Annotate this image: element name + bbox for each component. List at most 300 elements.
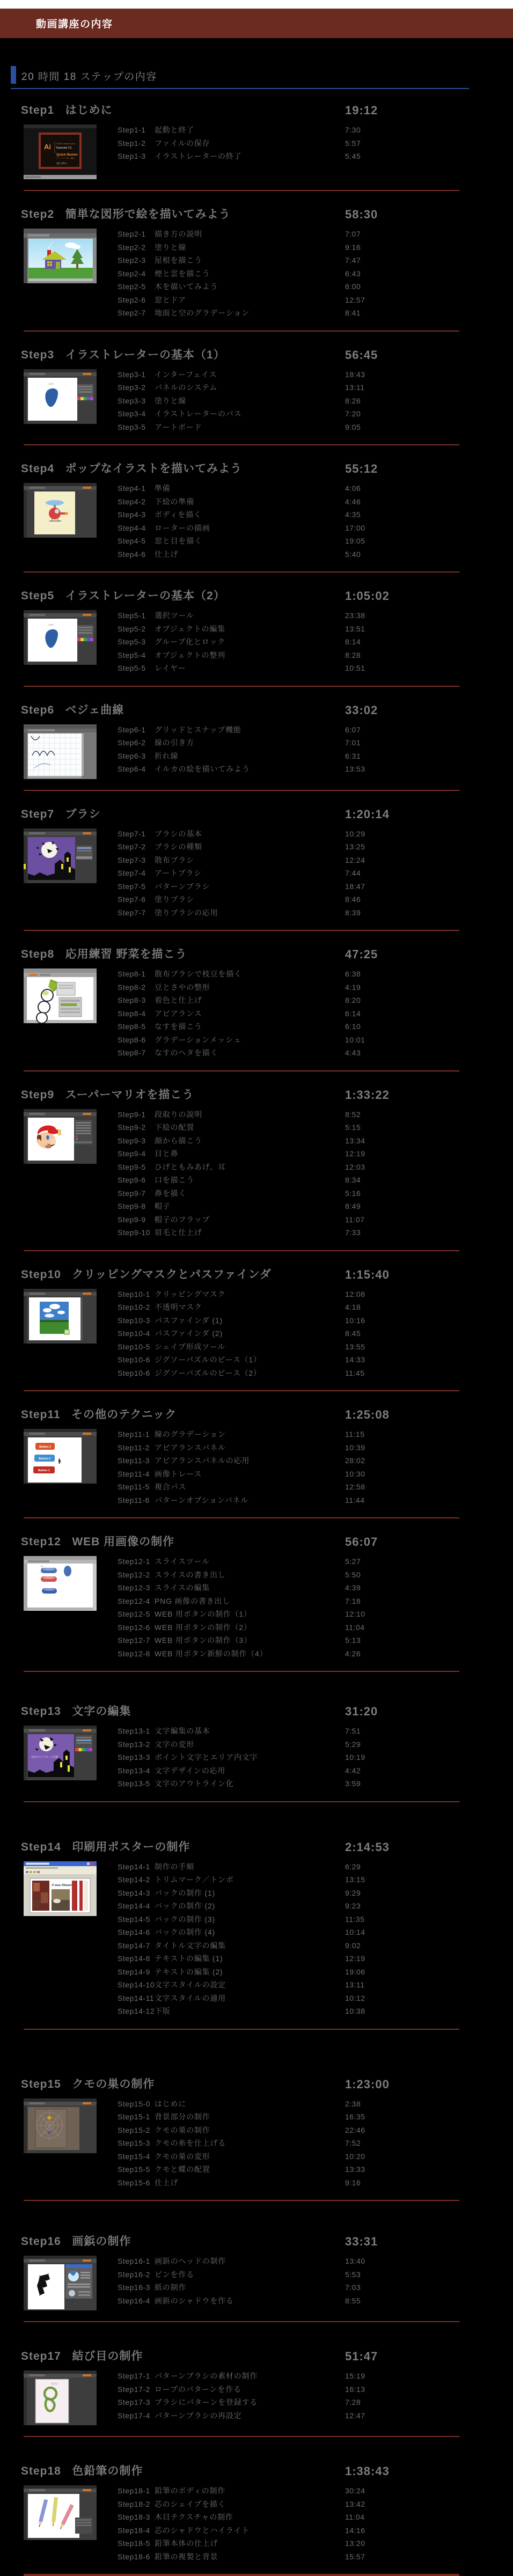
- thumbnail-step7: [24, 828, 97, 883]
- lesson-title: バックの制作 (4): [155, 1928, 215, 1937]
- lesson-label: Step15-1: [118, 2112, 150, 2122]
- lesson-label: Step7-6: [118, 895, 146, 904]
- lesson-row: [118, 2383, 513, 2396]
- lesson-duration: 13:20: [345, 2539, 365, 2548]
- lesson-label: Step17-1: [118, 2372, 150, 2381]
- lesson-row: [118, 1121, 513, 1134]
- lesson-title: 豆とさやの整形: [155, 982, 210, 992]
- course-steps-list: [0, 103, 513, 2576]
- step-title: 文字の編集: [72, 1705, 131, 1718]
- step-total-duration: 51:47: [345, 2350, 378, 2363]
- lesson-label: Step9-1: [118, 1110, 146, 1119]
- lesson-row: [118, 994, 513, 1007]
- lesson-label: Step7-1: [118, 829, 146, 838]
- lesson-label: Step5-5: [118, 664, 146, 673]
- lesson-row: [118, 522, 513, 535]
- step-divider: [24, 190, 459, 191]
- lesson-title: バックの制作 (2): [155, 1902, 215, 1911]
- step-title: 画鋲の制作: [72, 2235, 131, 2248]
- lesson-duration: 10:01: [345, 1035, 365, 1044]
- lesson-label: Step8-4: [118, 1009, 146, 1018]
- lesson-duration: 7:07: [345, 230, 361, 239]
- lesson-title: 描き方の説明: [155, 230, 202, 239]
- lesson-label: Step2-5: [118, 282, 146, 291]
- lesson-row: [118, 1581, 513, 1595]
- step-title: イラストレーターの基本（2）: [65, 590, 225, 602]
- lesson-row: [118, 2163, 513, 2176]
- lesson-title: イラストレーターの終了: [155, 152, 242, 161]
- svg-text:Button 1: Button 1: [38, 1469, 50, 1472]
- lesson-duration: 11:04: [345, 1623, 365, 1632]
- lesson-title: 芯のシェイプを描く: [155, 2499, 226, 2508]
- lesson-title: パターンオプションパネル: [155, 1495, 249, 1504]
- lesson-title: トリムマーク／トンボ: [155, 1875, 234, 1884]
- lesson-label: Step16-4: [118, 2296, 150, 2305]
- lesson-title: アピアランスパネル: [155, 1443, 226, 1452]
- lesson-duration: 6:10: [345, 1022, 361, 1031]
- lesson-duration: 8:39: [345, 908, 361, 917]
- thumbnail-step16: [24, 2256, 97, 2310]
- lesson-title: 段取りの説明: [155, 1110, 202, 1119]
- step-block-step1: [0, 103, 513, 190]
- step-divider: [24, 1517, 459, 1518]
- lesson-duration: 6:43: [345, 269, 361, 278]
- lesson-label: Step6-3: [118, 751, 146, 760]
- lesson-title: 紙の制作: [155, 2283, 187, 2292]
- lesson-title: 芯のシャドウとハイライト: [155, 2526, 250, 2535]
- thumbnail-step9: [24, 1109, 97, 1164]
- step-total-duration: 1:20:14: [345, 807, 390, 821]
- lesson-duration: 12:57: [345, 295, 365, 304]
- step-block-step12: [0, 1535, 513, 1671]
- lesson-label: Step18-5: [118, 2539, 150, 2548]
- lesson-label: Step7-3: [118, 855, 146, 864]
- lesson-label: Step18-6: [118, 2552, 150, 2561]
- step-title: 簡単な図形で絵を描いてみよう: [65, 208, 231, 221]
- lesson-label: Step13-5: [118, 1779, 150, 1788]
- step-title: クリッピングマスクとパスファインダ: [72, 1268, 272, 1281]
- lesson-row: [118, 280, 513, 293]
- lesson-duration: 5:15: [345, 1123, 361, 1132]
- step-body: [0, 1288, 513, 1391]
- lesson-row: [118, 137, 513, 150]
- lesson-row: [118, 1454, 513, 1467]
- lesson-row: [118, 2294, 513, 2308]
- lesson-row: [118, 1494, 513, 1507]
- lesson-row: [118, 1213, 513, 1227]
- lesson-row: [118, 1480, 513, 1494]
- lesson-label: Step6-4: [118, 765, 146, 774]
- step-total-duration: 55:12: [345, 462, 378, 475]
- lesson-duration: 7:51: [345, 1727, 361, 1736]
- lesson-duration: 9:16: [345, 2178, 361, 2187]
- lesson-label: Step14-10: [118, 1980, 155, 1990]
- lesson-title: イルカの絵を描いてみよう: [155, 765, 250, 774]
- lesson-duration: 12:19: [345, 1149, 365, 1158]
- step-divider: [24, 2436, 459, 2437]
- lesson-row: [118, 2137, 513, 2150]
- lesson-duration: 12:03: [345, 1162, 365, 1171]
- step-id: Step12: [21, 1536, 61, 1548]
- lesson-row: [118, 1647, 513, 1661]
- lesson-label: Step12-5: [118, 1610, 150, 1619]
- lesson-duration: 7:28: [345, 2398, 361, 2407]
- lesson-title: WEB 用ボタン新鮮の制作（4）: [155, 1649, 268, 1658]
- lesson-duration: 10:30: [345, 1469, 365, 1478]
- lesson-label: Step14-3: [118, 1888, 150, 1897]
- lesson-title: 準備: [155, 484, 171, 493]
- lesson-row: [118, 723, 513, 737]
- lesson-label: Step7-5: [118, 882, 146, 891]
- step-body: [0, 1724, 513, 1801]
- lesson-duration: 6:14: [345, 1009, 361, 1018]
- step-divider: [24, 331, 459, 332]
- lesson-label: Step8-5: [118, 1022, 146, 1031]
- lesson-title: 木を描いてみよう: [155, 282, 218, 291]
- lesson-duration: 7:20: [345, 409, 361, 419]
- lesson-duration: 6:31: [345, 751, 361, 760]
- lesson-duration: 7:01: [345, 738, 361, 747]
- lesson-label: Step1-3: [118, 152, 146, 161]
- step-body: [0, 609, 513, 686]
- lesson-title: 地面と空のグラデーション: [155, 309, 250, 318]
- lesson-row: [118, 1621, 513, 1634]
- lesson-label: Step1-1: [118, 126, 146, 135]
- lesson-label: Step9-4: [118, 1149, 146, 1158]
- step-header: [21, 461, 513, 476]
- lesson-row: [118, 1033, 513, 1047]
- header-bar: [0, 9, 513, 38]
- lesson-duration: 8:41: [345, 309, 361, 318]
- lesson-title: WEB 用ボタンの制作（1）: [155, 1610, 252, 1619]
- lesson-title: ロープのパターンを作る: [155, 2384, 241, 2394]
- lesson-title: ファイルの保存: [155, 138, 210, 148]
- lesson-duration: 7:33: [345, 1228, 361, 1237]
- lesson-duration: 18:47: [345, 882, 365, 891]
- lesson-row: [118, 368, 513, 381]
- lesson-row: [118, 1634, 513, 1647]
- lesson-title: スライスの書き出し: [155, 1570, 226, 1579]
- step-title: はじめに: [65, 104, 113, 116]
- lesson-label: Step3-5: [118, 422, 146, 431]
- step-id: Step8: [21, 948, 55, 960]
- lesson-label: Step9-9: [118, 1215, 146, 1224]
- svg-text:Button 1: Button 1: [39, 1445, 51, 1449]
- lesson-label: Step12-2: [118, 1570, 150, 1579]
- lesson-title: ブラシの基本: [155, 829, 202, 838]
- lesson-title: イラストレーターのパス: [155, 409, 242, 419]
- svg-text:真夜中のドラキュラ屋敷: 真夜中のドラキュラ屋敷: [31, 1756, 58, 1758]
- lesson-title: 口を描こう: [155, 1176, 194, 1185]
- thumbnail-step12: [24, 1556, 97, 1611]
- lesson-duration: 11:35: [345, 1914, 365, 1924]
- lesson-row: [118, 407, 513, 421]
- lesson-label: Step7-7: [118, 908, 146, 917]
- step-divider: [24, 2029, 459, 2030]
- lesson-row: [118, 1367, 513, 1380]
- lesson-duration: 4:35: [345, 510, 361, 519]
- step-block-step4: [0, 461, 513, 571]
- lesson-row: [118, 495, 513, 509]
- lesson-row: [118, 2498, 513, 2511]
- step-body: [0, 967, 513, 1070]
- lesson-label: Step5-3: [118, 637, 146, 647]
- lesson-list: [118, 827, 513, 920]
- lesson-row: [118, 381, 513, 394]
- lesson-row: [118, 1738, 513, 1751]
- step-divider: [24, 1801, 459, 1802]
- svg-text:X'mas Dinner: X'mas Dinner: [52, 1883, 72, 1887]
- lesson-label: Step14-9: [118, 1967, 150, 1976]
- lesson-title: クモの巣の変形: [155, 2152, 210, 2161]
- lesson-duration: 15:57: [345, 2552, 365, 2561]
- lesson-list: [118, 2369, 513, 2422]
- lesson-row: [118, 736, 513, 750]
- step-total-duration: 1:33:22: [345, 1088, 390, 1102]
- lesson-title: 制作の手順: [155, 1862, 194, 1871]
- thumbnail-step10: [24, 1289, 97, 1344]
- lesson-duration: 8:52: [345, 1110, 361, 1119]
- step-block-step6: [0, 703, 513, 790]
- thumbnail-step18: [24, 2485, 97, 2540]
- lesson-row: [118, 1327, 513, 1340]
- lesson-row: [118, 1187, 513, 1200]
- lesson-title: インターフェイス: [155, 370, 217, 379]
- lesson-label: Step8-7: [118, 1048, 146, 1058]
- lesson-title: 鉛筆本体の仕上げ: [155, 2539, 218, 2548]
- lesson-row: [118, 2176, 513, 2190]
- step-body: [0, 1108, 513, 1250]
- lesson-label: Step11-5: [118, 1483, 150, 1492]
- step-body: [0, 1555, 513, 1671]
- lesson-label: Step13-2: [118, 1740, 150, 1749]
- step-total-duration: 58:30: [345, 208, 378, 221]
- lesson-label: Step9-7: [118, 1188, 146, 1198]
- lesson-duration: 12:24: [345, 855, 365, 864]
- lesson-row: [118, 293, 513, 307]
- lesson-duration: 6:29: [345, 1862, 361, 1871]
- step-block-step2: [0, 207, 513, 331]
- lesson-duration: 8:14: [345, 637, 361, 647]
- lesson-row: [118, 1965, 513, 1979]
- step-divider: [24, 2200, 459, 2201]
- lesson-duration: 12:47: [345, 2411, 365, 2420]
- lesson-title: バックの制作 (1): [155, 1888, 215, 1897]
- lesson-title: アピアランスパネルの応用: [155, 1456, 250, 1465]
- step-header: [21, 807, 513, 822]
- lesson-duration: 18:43: [345, 370, 365, 379]
- lesson-duration: 13:11: [345, 1980, 365, 1990]
- lesson-label: Step10-3: [118, 1316, 150, 1325]
- step-title: 結び目の制作: [72, 2350, 143, 2362]
- lesson-row: [118, 2409, 513, 2423]
- lesson-title: アートボード: [155, 422, 202, 431]
- lesson-row: [118, 2511, 513, 2524]
- lesson-row: [118, 1952, 513, 1965]
- lesson-row: [118, 2124, 513, 2137]
- lesson-row: [118, 609, 513, 622]
- lesson-row: [118, 2268, 513, 2281]
- lesson-duration: 10:12: [345, 1993, 365, 2002]
- lesson-title: クモの糸を仕上げる: [155, 2139, 226, 2148]
- lesson-list: [118, 723, 513, 776]
- lesson-duration: 4:26: [345, 1649, 361, 1658]
- lesson-title: シェイプ形成ツール: [155, 1342, 226, 1351]
- svg-text:Adobe Creative Cloud: Adobe Creative Cloud: [56, 143, 76, 145]
- lesson-row: [118, 1555, 513, 1568]
- lesson-label: Step8-1: [118, 970, 146, 979]
- step-id: Step7: [21, 808, 55, 820]
- lesson-list: [118, 2484, 513, 2563]
- lesson-label: Step8-6: [118, 1035, 146, 1044]
- thumbnail-step8: [24, 968, 97, 1023]
- lesson-label: Step17-2: [118, 2384, 150, 2394]
- lesson-label: Step7-4: [118, 869, 146, 878]
- lesson-duration: 5:27: [345, 1557, 361, 1566]
- lesson-row: [118, 622, 513, 636]
- lesson-duration: 7:44: [345, 869, 361, 878]
- step-id: Step10: [21, 1268, 61, 1281]
- lesson-row: [118, 267, 513, 281]
- step-id: Step18: [21, 2465, 61, 2477]
- step-body: [0, 827, 513, 930]
- lesson-duration: 5:45: [345, 152, 361, 161]
- lesson-row: [118, 1873, 513, 1887]
- lesson-duration: 9:05: [345, 422, 361, 431]
- lesson-title: パターンブラシの素材の制作: [155, 2372, 258, 2381]
- thumbnail-step5: [24, 610, 97, 665]
- lesson-duration: 9:23: [345, 1902, 361, 1911]
- step-id: Step3: [21, 348, 55, 361]
- lesson-row: [118, 2281, 513, 2294]
- lesson-row: [118, 1595, 513, 1608]
- step-id: Step2: [21, 208, 55, 221]
- lesson-label: Step11-4: [118, 1469, 150, 1478]
- lesson-title: ボディを描く: [155, 510, 202, 519]
- lesson-label: Step14-2: [118, 1875, 150, 1884]
- lesson-duration: 19:05: [345, 537, 365, 546]
- lesson-title: ブラシにパターンを登録する: [155, 2398, 258, 2407]
- lesson-label: Step2-2: [118, 243, 146, 252]
- lesson-label: Step5-4: [118, 650, 146, 659]
- lesson-duration: 2:38: [345, 2099, 361, 2108]
- svg-text:クイックマスター講座: クイックマスター講座: [56, 157, 75, 159]
- lesson-label: Step11-1: [118, 1430, 150, 1439]
- lesson-duration: 10:38: [345, 2007, 365, 2016]
- step-title: クモの巣の制作: [72, 2078, 155, 2090]
- lesson-title: 煙と雲を描こう: [155, 269, 210, 278]
- lesson-duration: 10:39: [345, 1443, 365, 1452]
- lesson-title: パスファインダ (1): [155, 1316, 223, 1325]
- lesson-label: Step5-2: [118, 624, 146, 633]
- step-title: その他のテクニック: [71, 1408, 177, 1421]
- lesson-row: [118, 967, 513, 981]
- lesson-row: [118, 150, 513, 163]
- lesson-duration: 13:40: [345, 2257, 365, 2266]
- lesson-title: 下絵の配置: [155, 1123, 194, 1132]
- lesson-title: ジグソーパズルのピース（2）: [155, 1368, 261, 1377]
- lesson-row: [118, 306, 513, 320]
- lesson-label: Step3-2: [118, 383, 146, 392]
- lesson-label: Step9-6: [118, 1176, 146, 1185]
- lesson-duration: 5:53: [345, 2270, 361, 2279]
- step-divider: [24, 1390, 459, 1391]
- lesson-label: Step11-3: [118, 1456, 150, 1465]
- lesson-label: Step4-2: [118, 497, 146, 506]
- lesson-label: Step2-4: [118, 269, 146, 278]
- step-divider: [24, 444, 459, 445]
- lesson-duration: 11:44: [345, 1495, 365, 1504]
- step-id: Step5: [21, 590, 55, 602]
- lesson-label: Step4-3: [118, 510, 146, 519]
- step-body: [0, 2484, 513, 2574]
- lesson-duration: 13:25: [345, 842, 365, 852]
- lesson-title: 鼻を描く: [155, 1188, 187, 1198]
- step-total-duration: 1:15:40: [345, 1267, 390, 1281]
- thumbnail-step14: [24, 1861, 97, 1916]
- step-total-duration: 31:20: [345, 1705, 378, 1718]
- top-white-strip: [0, 0, 513, 9]
- lesson-row: [118, 1288, 513, 1301]
- lesson-row: [118, 1777, 513, 1790]
- lesson-row: [118, 1020, 513, 1033]
- lesson-row: [118, 1926, 513, 1939]
- lesson-label: Step4-6: [118, 549, 146, 559]
- lesson-label: Step7-2: [118, 842, 146, 852]
- lesson-row: [118, 1226, 513, 1239]
- lesson-title: WEB 用ボタンの制作（2）: [155, 1623, 252, 1632]
- lesson-title: 窓とドア: [155, 295, 186, 304]
- lesson-duration: 8:26: [345, 396, 361, 405]
- step-id: Step14: [21, 1840, 61, 1853]
- lesson-duration: 14:16: [345, 2526, 365, 2535]
- lesson-title: グループ化とロック: [155, 637, 225, 647]
- lesson-title: オブジェクトの整列: [155, 650, 225, 659]
- lesson-label: Step2-1: [118, 230, 146, 239]
- lesson-title: 眉毛と仕上げ: [155, 1228, 202, 1237]
- step-total-duration: 1:38:43: [345, 2464, 390, 2478]
- lesson-title: なすを描こう: [155, 1022, 202, 1031]
- step-block-step15: [0, 2077, 513, 2200]
- lesson-title: 画鋲のヘッドの制作: [155, 2257, 226, 2266]
- lesson-label: Step12-1: [118, 1557, 150, 1566]
- lesson-row: [118, 867, 513, 880]
- step-total-duration: 33:02: [345, 703, 378, 717]
- lesson-label: Step14-7: [118, 1941, 150, 1950]
- step-total-duration: 47:25: [345, 948, 378, 961]
- lesson-label: Step8-3: [118, 996, 146, 1005]
- lesson-row: [118, 1108, 513, 1121]
- lesson-title: ポイント文字とエリア内文字: [155, 1753, 258, 1762]
- step-total-duration: 1:25:08: [345, 1408, 390, 1421]
- lesson-title: レイヤー: [155, 664, 186, 673]
- step-body: [0, 368, 513, 445]
- step-header: [21, 103, 513, 118]
- lesson-title: 着色と仕上げ: [155, 996, 202, 1005]
- step-header: [21, 1535, 513, 1550]
- lesson-duration: 15:19: [345, 2372, 365, 2381]
- lesson-row: [118, 2537, 513, 2550]
- lesson-title: 散布ブラシで枝豆を描く: [155, 970, 242, 979]
- lesson-label: Step6-2: [118, 738, 146, 747]
- lesson-title: パスファインダ (2): [155, 1329, 223, 1338]
- lesson-label: Step13-3: [118, 1753, 150, 1762]
- thumbnail-step13: [24, 1726, 97, 1780]
- lesson-label: Step10-1: [118, 1289, 150, 1298]
- thumbnail-step2: [24, 229, 97, 283]
- step-divider: [24, 790, 459, 791]
- lesson-title: テキストの編集 (2): [155, 1967, 223, 1976]
